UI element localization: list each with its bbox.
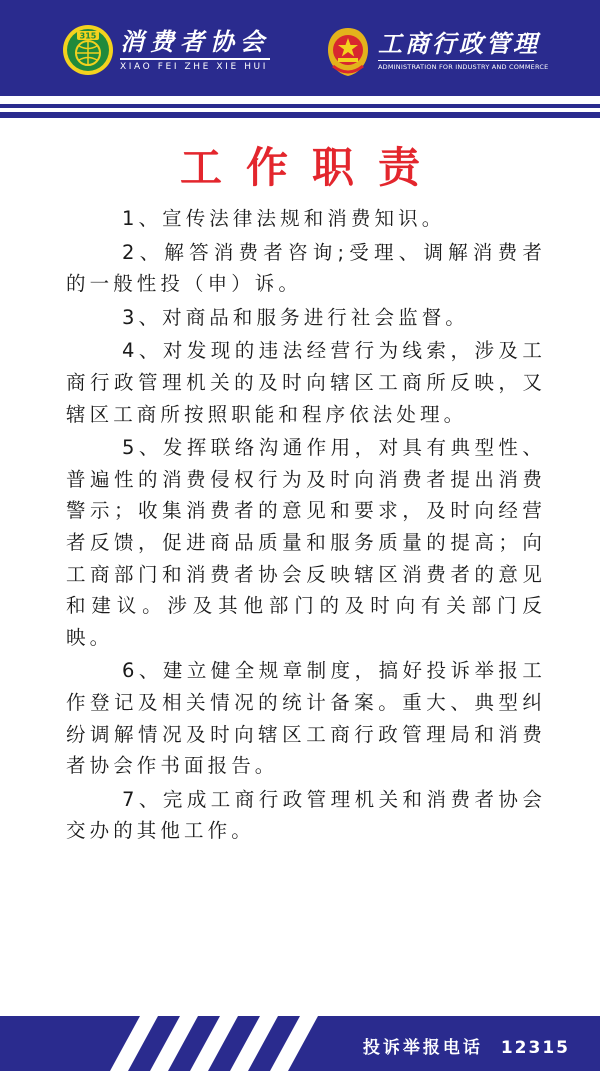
org-left [120, 28, 280, 72]
hotline-number: 12315 [500, 1038, 570, 1058]
org-right [378, 30, 578, 71]
consumer-association-logo-icon [62, 24, 114, 76]
header-stripe-band [0, 104, 600, 118]
national-emblem-icon [325, 26, 371, 78]
hotline [363, 1033, 570, 1058]
org-right-english: ADMINISTRATION FOR INDUSTRY AND COMMERCE [378, 63, 549, 71]
org-left-name: 消费者协会 [120, 27, 270, 56]
duty-item: 7、完成工商行政管理机关和消费者协会交办的其他工作。 [66, 787, 546, 843]
duty-item: 2、解答消费者咨询;受理、调解消费者的一般性投（申）诉。 [66, 240, 546, 296]
header-band [0, 0, 600, 96]
duties-list [66, 203, 546, 847]
divider [378, 60, 534, 61]
hotline-label: 投诉举报电话 [362, 1038, 483, 1058]
footer-band [0, 1016, 600, 1071]
duty-item: 4、对发现的违法经营行为线索，涉及工商行政管理机关的及时向辖区工商所反映，又辖区工商所按照职能和程序依法处理。 [66, 339, 546, 426]
duty-item: 3、对商品和服务进行社会监督。 [122, 305, 469, 329]
duty-item: 1、宣传法律法规和消费知识。 [122, 207, 446, 230]
logo-badge-text: 315 [79, 31, 97, 41]
org-left-pinyin: XIAO FEI ZHE XIE HUI [120, 62, 268, 72]
org-right-name: 工商行政管理 [378, 29, 540, 58]
duty-item: 5、发挥联络沟通作用，对具有典型性、普遍性的消费侵权行为及时向消费者提出消费警示；收集消费者的意见和要求，及时向经营者反馈，促进商品质量和服务质量的提高；向工商部门和消费者协会反映辖区消费者的意见和建议。涉及其他部门的及时向有关部门反映。 [66, 436, 546, 649]
duty-item: 6、建立健全规章制度，搞好投诉举报工作登记及相关情况的统计备案。重大、典型纠纷调解情况及时向辖区工商行政管理局和消费者协会作书面报告。 [66, 659, 546, 778]
page-title: 工作职责 [179, 143, 444, 192]
divider [120, 58, 270, 60]
